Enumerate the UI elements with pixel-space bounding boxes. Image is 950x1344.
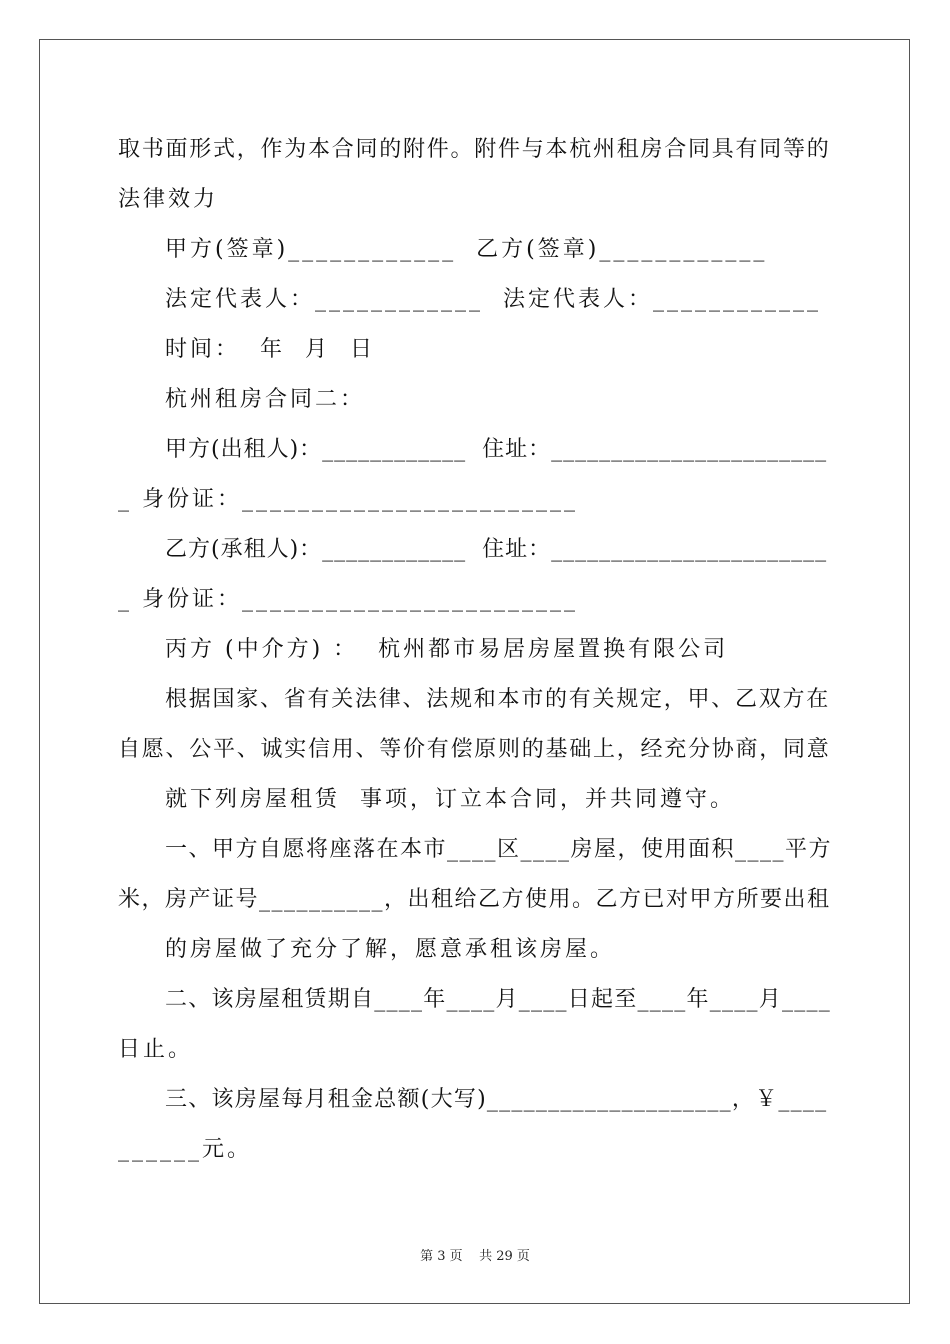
date-line: 时间： 年 月 日 xyxy=(165,337,375,362)
text-line: 自愿、公平、诚实信用、等价有偿原则的基础上，经充分协商，同意 xyxy=(118,737,831,762)
clause-1-line: 一、甲方自愿将座落在本市____区____房屋，使用面积____平方 xyxy=(165,837,833,862)
text-line: 就下列房屋租赁 事项，订立本合同，并共同遵守。 xyxy=(165,787,735,812)
clause-1-line: 的房屋做了充分了解，愿意承租该房屋。 xyxy=(165,937,616,962)
party-b-id-line: _ 身份证：________________________ xyxy=(118,587,578,612)
clause-3-line: 三、该房屋每月租金总额(大写)____________________，￥____ xyxy=(165,1087,828,1112)
party-a-id-line: _ 身份证：________________________ xyxy=(118,487,578,512)
text-line: 法律效力 xyxy=(118,187,219,212)
clause-3-line: ______元。 xyxy=(118,1137,253,1162)
clause-2-line: 二、该房屋租赁期自____年____月____日起至____年____月____ xyxy=(165,987,832,1012)
page-number: 第 3 页 共 29 页 xyxy=(420,1249,530,1264)
clause-2-line: 日止。 xyxy=(118,1037,194,1062)
text-line: 根据国家、省有关法律、法规和本市的有关规定，甲、乙双方在 xyxy=(165,687,831,712)
text-line: 取书面形式，作为本合同的附件。附件与本杭州租房合同具有同等的 xyxy=(118,137,831,162)
party-b-line: 乙方(承租人)：____________ 住址：_______________________ xyxy=(165,537,828,562)
section-heading: 杭州租房合同二： xyxy=(165,387,366,412)
party-c-line: 丙方 (中介方) ： 杭州都市易居房屋置换有限公司 xyxy=(165,637,729,662)
signature-line: 甲方(签章)____________ 乙方(签章)____________ xyxy=(165,237,768,262)
party-a-line: 甲方(出租人)：____________ 住址：_______________________ xyxy=(165,437,828,462)
representative-line: 法定代表人：____________ 法定代表人：____________ xyxy=(165,287,821,312)
clause-1-line: 米，房产证号__________，出租给乙方使用。乙方已对甲方所要出租 xyxy=(118,887,831,912)
